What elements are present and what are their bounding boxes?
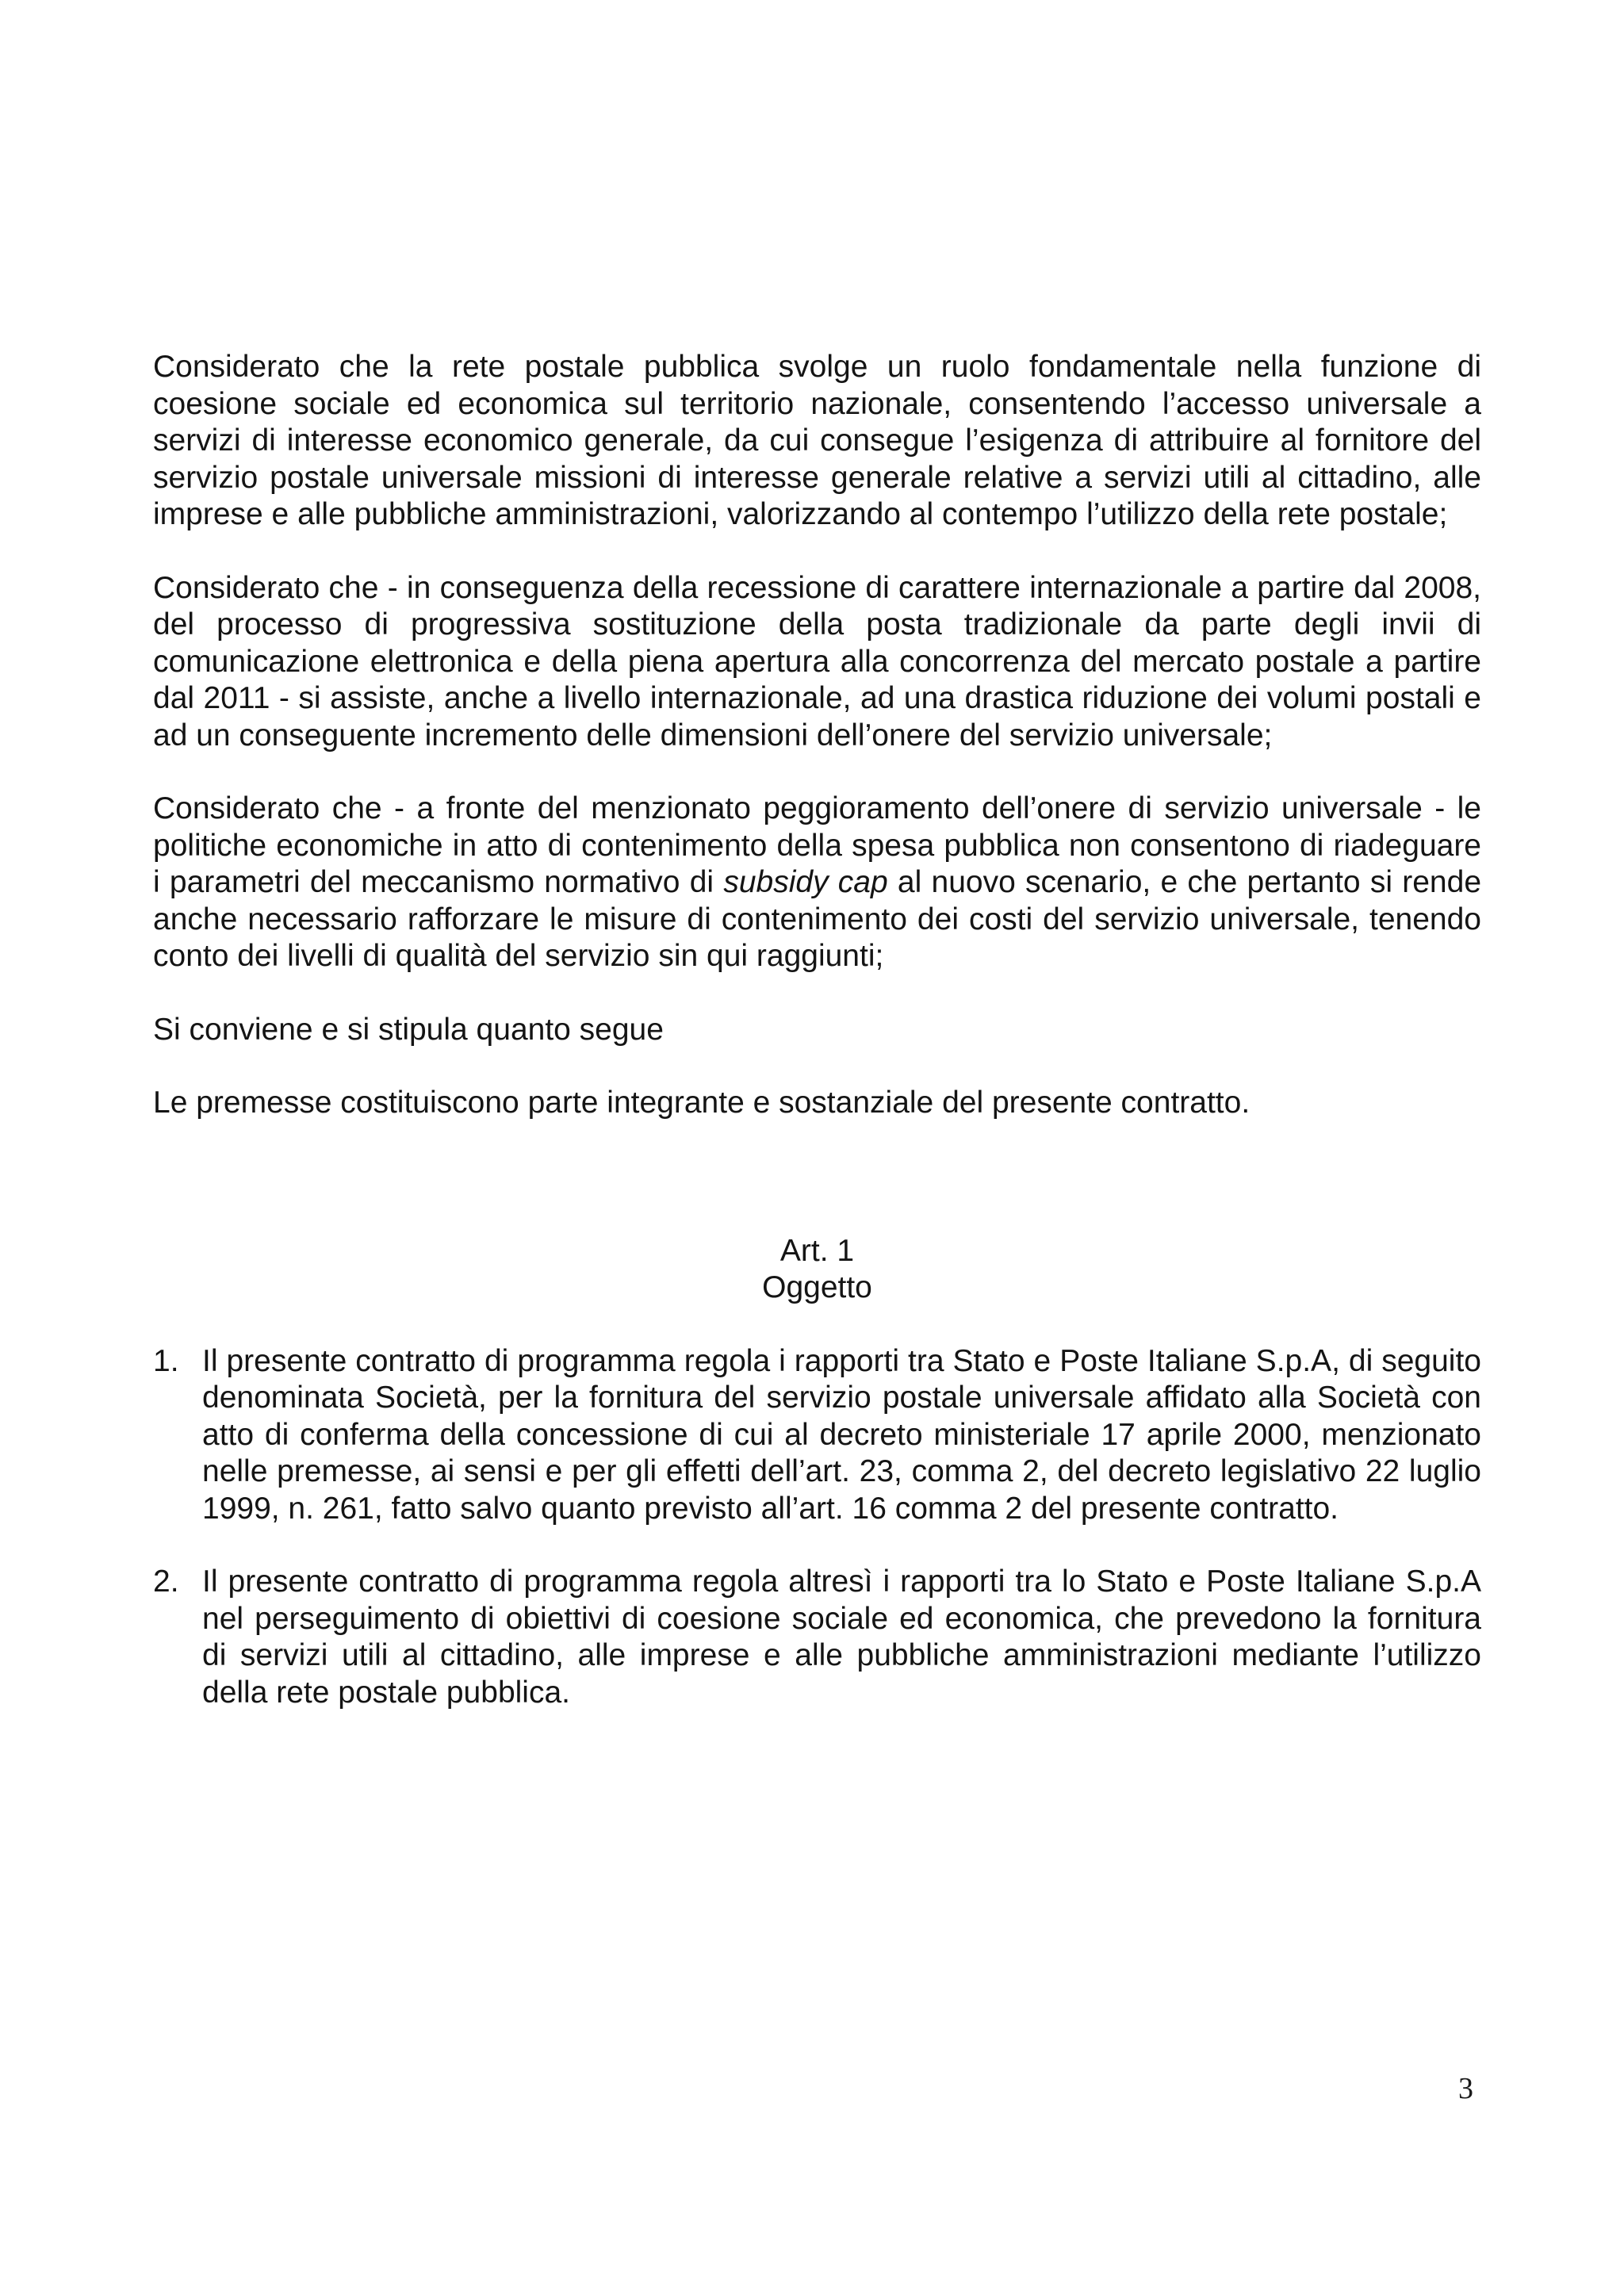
document-body [153, 349, 1481, 1748]
article-heading [153, 1233, 1481, 1307]
paragraph-considerato-2: Considerato che - in conseguenza della recessione di carattere internazionale a partire dal 2008, del processo di progressiva sostituzione della posta tradizionale da parte degli invii di comunicazione elettronica e della piena apertura alla concorrenza del mercato postale a partire dal 2011 - si assiste, anche a livello internazionale, ad una drastica riduzione dei volumi postali e ad un conseguente incremento delle dimensioni dell’onere del servizio universale; [153, 570, 1481, 753]
article-item-text: Il presente contratto di programma regola altresì i rapporti tra lo Stato e Poste Italiane S.p.A nel perseguimento di obiettivi di coesione sociale ed economica, che prevedono la fornitura di servizi utili al cittadino, alle imprese e alle pubbliche amministrazioni mediante l’utilizzo della rete postale pubblica. [202, 1564, 1481, 1710]
paragraph-considerato-3 [153, 791, 1481, 975]
article-item-number: 2. [153, 1564, 179, 1599]
article-title: Oggetto [762, 1270, 872, 1304]
page-number: 3 [1458, 2072, 1473, 2105]
paragraph-considerato-1: Considerato che la rete postale pubblica svolge un ruolo fondamentale nella funzione di coesione sociale ed economica sul territorio nazionale, consentendo l’accesso universale a servizi di interesse economico generale, da cui consegue l’esigenza di attribuire al fornitore del servizio postale universale missioni di interesse generale relative a servizi utili al cittadino, alle imprese e alle pubbliche amministrazioni, valorizzando al contempo l’utilizzo della rete postale; [153, 350, 1481, 531]
article-item-text: Il presente contratto di programma regola i rapporti tra Stato e Poste Italiane S.p.A, di seguito denominata Società, per la fornitura del servizio postale universale affidato alla Società con atto di conferma della concessione di cui al decreto ministeriale 17 aprile 2000, menzionato nelle premesse, ai sensi e per gli effetti dell’art. 23, comma 2, del decreto legislativo 22 luglio 1999, n. 261, fatto salvo quanto previsto all’art. 16 comma 2 del presente contratto. [202, 1343, 1481, 1526]
article-number: Art. 1 [779, 1233, 855, 1268]
article-item [153, 1564, 1481, 1711]
article-item [153, 1343, 1481, 1528]
article-item-number: 1. [153, 1343, 179, 1378]
paragraph-premesse: Le premesse costituiscono parte integrante e sostanziale del presente contratto. [153, 1086, 1251, 1120]
article-items-list [153, 1343, 1481, 1712]
paragraph-considerato-3-start: Considerato che - a fronte del menzionato peggioramento dell’onere di servizio universale - le politiche economiche in atto di contenimento della spesa pubblica non consentono di riadeguare i parametri del meccanismo normativo di [153, 791, 1481, 899]
paragraph-considerato-3-end: al nuovo scenario, e che pertanto si rende anche necessario rafforzare le misure di contenimento dei costi del servizio universale, tenendo conto dei livelli di qualità del servizio sin qui raggiunti; [153, 865, 1482, 973]
subsidy-cap-term: subsidy cap [723, 865, 888, 899]
paragraph-stipula: Si conviene e si stipula quanto segue [153, 1012, 664, 1047]
